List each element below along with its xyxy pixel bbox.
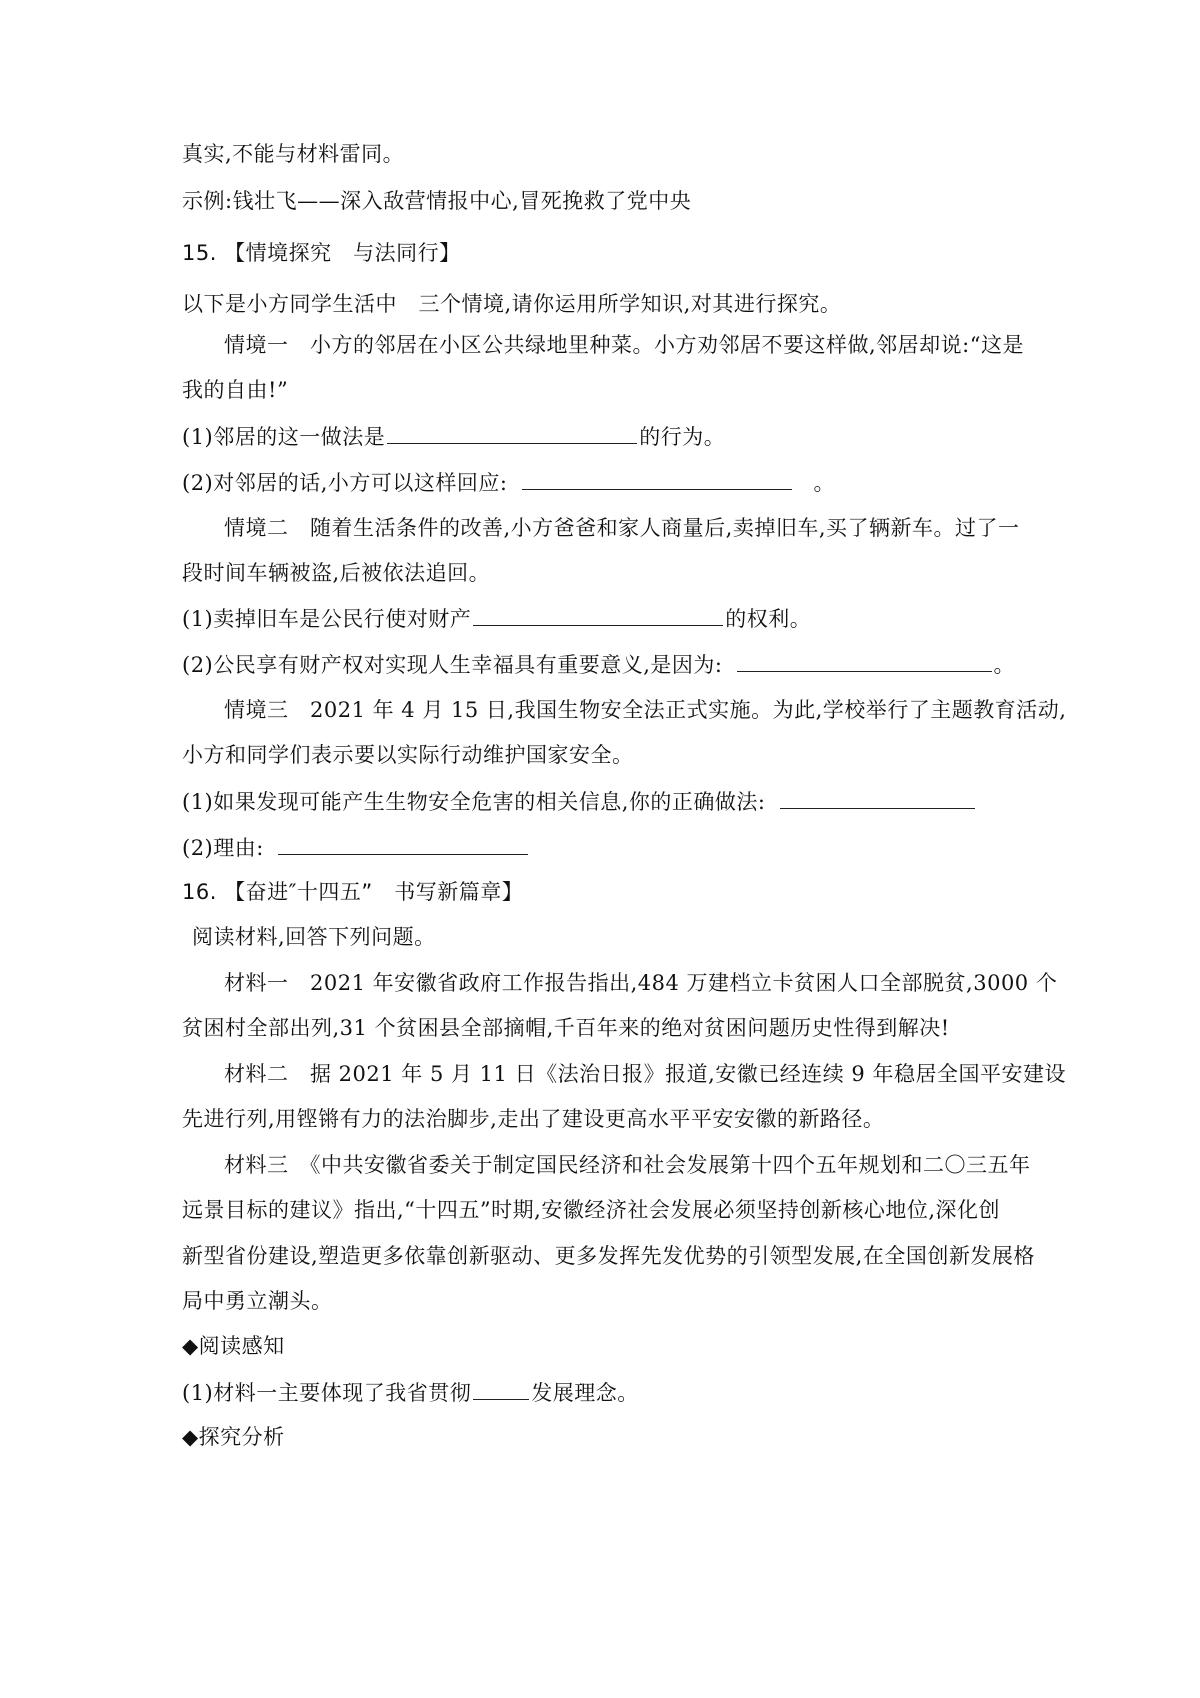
- instruction-line: 阅读材料,回答下列问题。: [192, 925, 436, 949]
- material-2-line-1: 材料二 据 2021 年 5 月 11 日《法治日报》报道,安徽已经连续 9 年稳居全国平安建设: [224, 1062, 1066, 1086]
- question-15-title: 15. 【情境探究 与法同行】: [182, 241, 461, 265]
- scenario-3-question-2: [182, 832, 1032, 863]
- question-text: 的权利。: [725, 607, 812, 631]
- answer-blank[interactable]: [737, 649, 992, 672]
- material-2-line-2: 先进行列,用铿锵有力的法治脚步,走出了建设更高水平平安安徽的新路径。: [182, 1107, 885, 1131]
- material-3-line-3: 新型省份建设,塑造更多依靠创新驱动、更多发挥先发优势的引领型发展,在全国创新发展格: [182, 1244, 1035, 1268]
- material-1-line-1: 材料一 2021 年安徽省政府工作报告指出,484 万建档立卡贫困人口全部脱贫,3000 个: [224, 971, 1058, 995]
- intro-line: 以下是小方同学生活中 三个情境,请你运用所学知识,对其进行探究。: [182, 292, 842, 316]
- question-text: (2)理由:: [182, 836, 264, 860]
- scenario-2-question-2: [182, 649, 1032, 680]
- scenario-2-question-1: [182, 603, 1032, 634]
- section-heading-analysis: ◆探究分析: [182, 1425, 285, 1449]
- question-text: 。: [813, 471, 835, 495]
- answer-blank[interactable]: [473, 603, 723, 626]
- question-text: (1)材料一主要体现了我省贯彻: [182, 1381, 472, 1405]
- scenario-1-question-2: [182, 467, 1032, 498]
- answer-blank[interactable]: [473, 1377, 529, 1400]
- answer-blank[interactable]: [387, 421, 637, 444]
- question-text: (1)邻居的这一做法是: [182, 425, 386, 449]
- scenario-3-line-2: 小方和同学们表示要以实际行动维护国家安全。: [182, 743, 634, 767]
- scenario-3-question-1: [182, 786, 1032, 817]
- material-3-line-1: 材料三 《中共安徽省委关于制定国民经济和社会发展第十四个五年规划和二〇三五年: [224, 1153, 1031, 1177]
- reading-question-1: [182, 1377, 1032, 1408]
- question-text: 发展理念。: [531, 1381, 639, 1405]
- question-text: 的行为。: [639, 425, 726, 449]
- scenario-2-line-2: 段时间车辆被盗,后被依法追回。: [182, 561, 491, 585]
- material-3-line-2: 远景目标的建议》指出,“十四五”时期,安徽经济社会发展必须坚持创新核心地位,深化创: [182, 1198, 1000, 1222]
- material-3-line-4: 局中勇立潮头。: [182, 1289, 333, 1313]
- scenario-3-line-1: 情境三 2021 年 4 月 15 日,我国生物安全法正式实施。为此,学校举行了主题教育活动,: [224, 698, 1067, 722]
- question-text: (1)如果发现可能产生生物安全危害的相关信息,你的正确做法:: [182, 790, 766, 814]
- material-1-line-2: 贫困村全部出列,31 个贫困县全部摘帽,千百年来的绝对贫困问题历史性得到解决!: [182, 1016, 950, 1040]
- section-heading-reading: ◆阅读感知: [182, 1334, 285, 1358]
- question-text: (2)对邻居的话,小方可以这样回应:: [182, 471, 508, 495]
- question-text: 。: [993, 653, 1015, 677]
- example-line: 示例:钱壮飞——深入敌营情报中心,冒死挽救了党中央: [182, 189, 692, 213]
- question-text: (1)卖掉旧车是公民行使对财产: [182, 607, 472, 631]
- answer-blank[interactable]: [522, 467, 792, 490]
- text-line: 真实,不能与材料雷同。: [182, 142, 405, 166]
- scenario-1-line-2: 我的自由!”: [182, 378, 289, 402]
- question-text: (2)公民享有财产权对实现人生幸福具有重要意义,是因为:: [182, 653, 723, 677]
- scenario-1-line-1: 情境一 小方的邻居在小区公共绿地里种菜。小方劝邻居不要这样做,邻居却说:“这是: [224, 333, 1024, 357]
- scenario-1-question-1: [182, 421, 1032, 452]
- question-16-title: 16. 【奋进″十四五” 书写新篇章】: [182, 880, 524, 904]
- scenario-2-line-1: 情境二 随着生活条件的改善,小方爸爸和家人商量后,卖掉旧车,买了辆新车。过了一: [224, 516, 1020, 540]
- answer-blank[interactable]: [278, 832, 528, 855]
- answer-blank[interactable]: [780, 786, 975, 809]
